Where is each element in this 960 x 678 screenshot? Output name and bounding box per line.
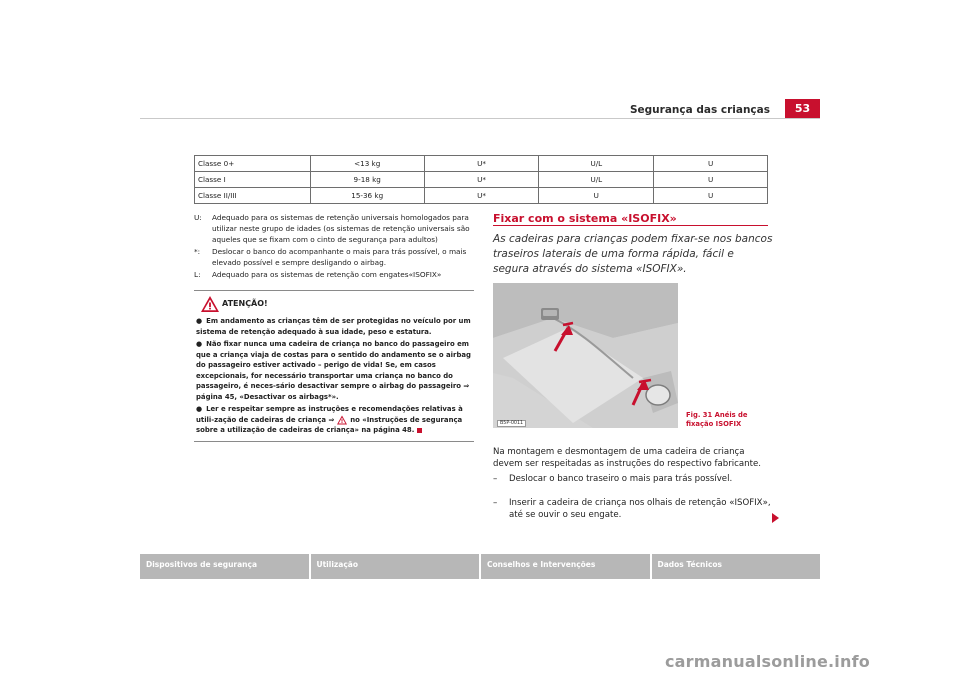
section-title: Fixar com o sistema «ISOFIX» [493,212,677,225]
table-cell: Classe I [195,172,311,188]
isofix-photo [493,283,678,428]
section-lead: As cadeiras para crianças podem fixar-se nos bancos traseiros laterais de uma forma rápida, fácil e segura através do sistema «ISOFIX». [493,233,773,275]
legend-item [194,246,474,268]
table-cell: U* [424,156,539,172]
table-row [195,188,768,204]
legend-text: Adequado para os sistemas de retenção com engates«ISOFIX» [212,270,442,279]
table-cell: <13 kg [310,156,424,172]
warning-title: ATENÇÃO! [222,299,268,308]
continue-arrow-icon[interactable] [772,513,779,523]
figure-caption: Fig. 31 Anéis de fixação ISOFIX [686,411,748,428]
table-row [195,156,768,172]
warning-item-text: Em andamento as crianças têm de ser protegidas no veículo por um sistema de retenção adequado à sua idade, peso e estatura. [196,317,471,336]
page-header-title: Segurança das crianças [629,104,770,116]
body-paragraph: Na montagem e desmontagem de uma cadeira de criança devem ser respeitadas as instruções do respectivo fabricante. [493,447,762,469]
page-number: 53 [785,99,820,119]
site-watermark: carmanualsonline.info [665,652,870,671]
table-cell: U [539,188,654,204]
warning-item [196,339,472,402]
table-cell: U [654,172,768,188]
table-cell: Classe 0+ [195,156,311,172]
bullet-icon: ● [196,340,203,348]
legend-item [194,269,474,280]
table-cell: U [654,156,768,172]
legend-key: *: [194,247,201,256]
legend-text: Deslocar o banco do acompanhante o mais para trás possível, o mais elevado possível e sempre desligando o airbag. [212,247,467,267]
step-dash: – [493,474,498,484]
instruction-step [493,473,775,485]
legend-key: L: [194,270,201,279]
table-cell: U/L [539,156,654,172]
table-cell: U/L [539,172,654,188]
table-cell: 9-18 kg [310,172,424,188]
table-legend [194,212,474,281]
table-cell: 15-36 kg [310,188,424,204]
warning-item-text: no «Instruções de segurança sobre a utilização de cadeiras de criança» na página 48. [196,415,463,434]
section-divider [493,225,768,226]
bullet-icon: ● [196,405,203,413]
legend-item [194,212,474,245]
table-row [195,172,768,188]
table-cell: U* [424,188,539,204]
table-cell: Classe II/III [195,188,311,204]
figure-code: B5P-0011 [497,420,526,427]
warning-triangle-icon [200,295,220,313]
legend-key: U: [194,213,202,222]
end-of-section-icon [417,428,422,433]
child-seat-class-table [194,155,768,204]
footer-tab-conselhos[interactable]: Conselhos e Intervenções [481,554,650,579]
footer-tab-dispositivos[interactable]: Dispositivos de segurança [140,554,309,579]
table-cell: U* [424,172,539,188]
instruction-step [493,497,775,521]
bullet-icon: ● [196,317,203,325]
footer-tab-utilizacao[interactable]: Utilização [311,554,480,579]
isofix-illustration [493,283,678,428]
footer-tab-dados-tecnicos[interactable]: Dados Técnicos [652,554,821,579]
header-divider [140,118,820,119]
warning-item-text: Ler e respeitar sempre as instruções e recomendações relativas à utili-zação de cadeiras de criança ⇒ [196,405,463,424]
warning-item [196,404,472,436]
table-cell: U [654,188,768,204]
legend-text: Adequado para os sistemas de retenção universais homologados para utilizar neste grupo de idades (os sistemas de retenção universais são aqueles que se fixam com o cinto de segurança para adultos) [212,213,470,244]
footer-nav [140,554,820,579]
step-text: Inserir a cadeira de criança nos olhais de retenção «ISOFIX», até se ouvir o seu engate. [509,498,771,520]
warning-item-text: Não fixar nunca uma cadeira de criança no banco do passageiro em que a criança viaja de costas para o sentido do andamento se o airbag do passageiro estiver activado – perigo de vida! Se, em casos excepcionais, for necessário transportar uma criança no banco do passageiro, é neces-sário desactivar sempre o airbag do passageiro ⇒ página 45, «Desactivar os airbags*». [196,340,471,401]
step-text: Deslocar o banco traseiro o mais para trás possível. [509,474,733,484]
step-dash: – [493,498,498,508]
warning-triangle-icon[interactable] [336,415,348,425]
warning-body [196,316,472,438]
warning-item [196,316,472,337]
